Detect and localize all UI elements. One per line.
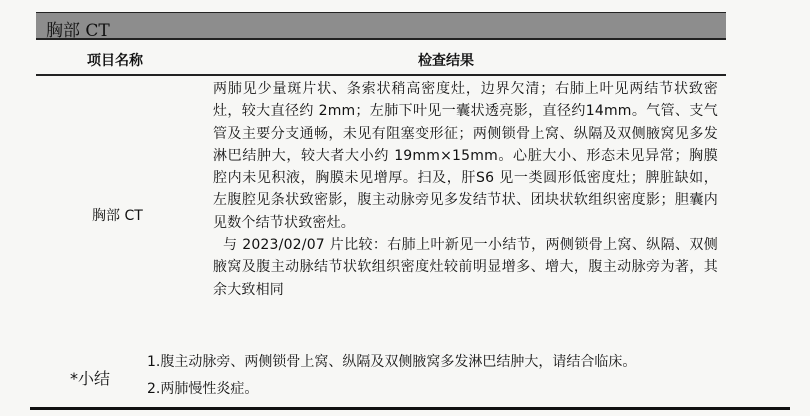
bottom-divider	[30, 407, 790, 410]
column-header-result: 检查结果	[418, 53, 474, 69]
summary-item: 1.腹主动脉旁、两侧锁骨上窝、纵隔及双侧腋窝多发淋巴结肿大，请结合临床。	[147, 354, 637, 370]
section-title: 胸部 CT	[46, 21, 110, 41]
header-divider	[36, 74, 726, 76]
row-item-name: 胸部 CT	[92, 208, 143, 224]
table-header-row	[36, 46, 726, 74]
row-result-text	[213, 78, 718, 301]
summary-label: *小结	[70, 369, 111, 388]
summary-list	[147, 349, 747, 403]
section-header-bar	[36, 12, 726, 40]
column-header-item-name: 项目名称	[87, 53, 143, 69]
result-comparison-paragraph: 与 2023/02/07 片比较：右肺上叶新见一小结节，两侧锁骨上窝、纵隔、双侧腋窝及腹主动脉结节状软组织密度灶较前明显增多、增大，腹主动脉旁为著，其余大致相同	[213, 237, 718, 298]
result-findings-paragraph: 两肺见少量斑片状、条索状稍高密度灶，边界欠清；右肺上叶见两结节状致密灶，较大直径约 2mm；左肺下叶见一囊状透亮影，直径约14mm。气管、支气管及主要分支通畅，未见有阻塞变形征；两侧锁骨上窝、纵隔及双侧腋窝见多发淋巴结肿大，较大者大小约 19mm×15mm。心脏大小、形态未见异常；胸膜腔内未见积液，胸膜未见增厚。扫及，肝S6 见一类圆形低密度灶；脾脏缺如，左腹腔见条状致密影，腹主动脉旁见多发结节状、团块状软组织密度影；胆囊内见数个结节状致密灶。	[213, 81, 718, 231]
summary-item: 2.两肺慢性炎症。	[147, 381, 259, 397]
